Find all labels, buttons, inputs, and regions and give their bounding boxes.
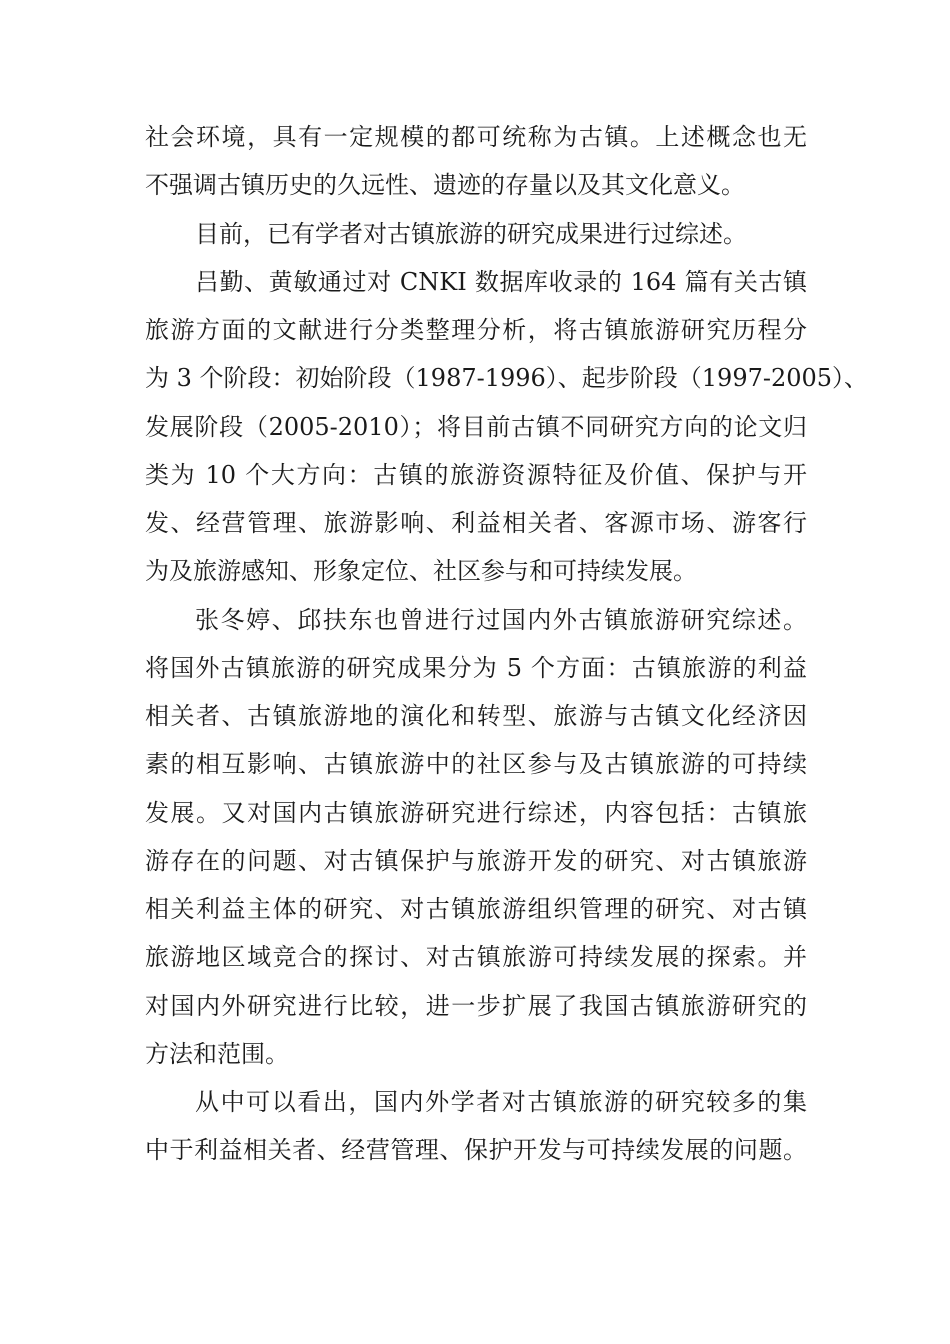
text-line: 社会环境，具有一定规模的都可统称为古镇。上述概念也无 [145,123,807,151]
text-line: 素的相互影响、古镇旅游中的社区参与及古镇旅游的可持续 [145,750,807,779]
text-line: 旅游方面的文献进行分类整理分析，将古镇旅游研究历程分 [145,316,807,344]
text-line: 不强调古镇历史的久远性、遗迹的存量以及其文化意义。 [145,171,745,200]
text-line: 从中可以看出，国内外学者对古镇旅游的研究较多的集 [195,1088,807,1116]
text-line: 张冬婷、邱扶东也曾进行过国内外古镇旅游研究综述。 [195,605,807,634]
text-line: 对国内外研究进行比较，进一步扩展了我国古镇旅游研究的 [145,991,807,1020]
text-line: 目前，已有学者对古镇旅游的研究成果进行过综述。 [195,219,747,248]
text-line: 相关利益主体的研究、对古镇旅游组织管理的研究、对古镇 [145,895,807,923]
text-line: 游存在的问题、对古镇保护与旅游开发的研究、对古镇旅游 [145,846,807,875]
text-line: 中于利益相关者、经营管理、保护开发与可持续发展的问题。 [145,1136,807,1165]
text-line: 吕勤、黄敏通过对 CNKI 数据库收录的 164 篇有关古镇 [195,267,807,296]
text-line: 方法和范围。 [145,1039,289,1068]
document-body [145,113,869,1175]
text-line: 类为 10 个大方向：古镇的旅游资源特征及价值、保护与开 [145,460,807,489]
text-line: 将国外古镇旅游的研究成果分为 5 个方面：古镇旅游的利益 [145,653,807,682]
text-line: 发展阶段（2005-2010）；将目前古镇不同研究方向的论文归 [145,412,807,441]
text-line: 为及旅游感知、形象定位、社区参与和可持续发展。 [145,557,697,586]
text-line: 发、经营管理、旅游影响、利益相关者、客源市场、游客行 [145,509,807,537]
text-line: 相关者、古镇旅游地的演化和转型、旅游与古镇文化经济因 [145,702,807,730]
text-line: 旅游地区域竞合的探讨、对古镇旅游可持续发展的探索。并 [145,943,807,972]
text-line: 发展。又对国内古镇旅游研究进行综述，内容包括：古镇旅 [145,798,807,827]
text-line: 为 3 个阶段：初始阶段（1987-1996）、起步阶段（1997-2005）、 [145,364,869,393]
